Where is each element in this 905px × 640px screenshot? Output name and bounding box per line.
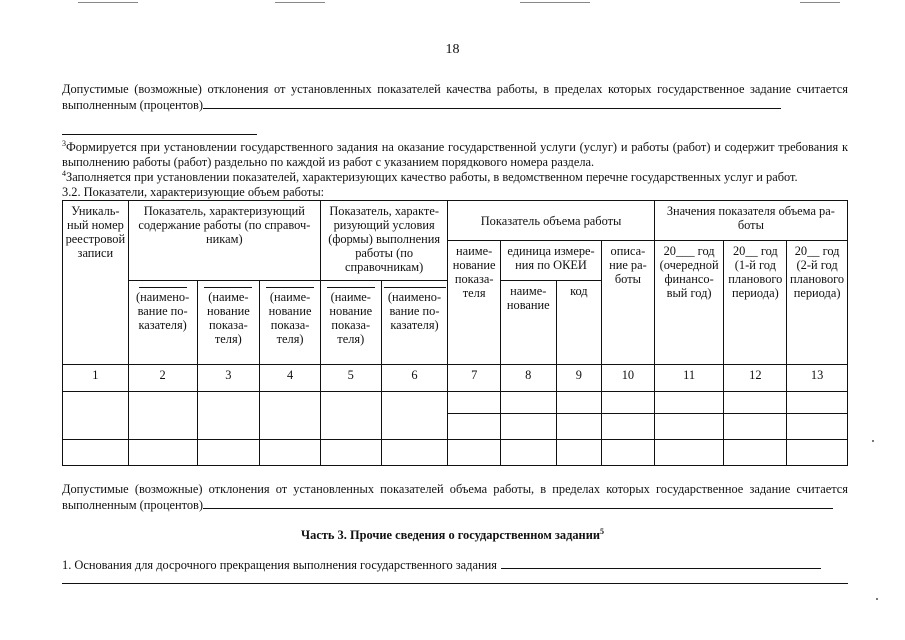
header-okei-name: наиме-нование (500, 281, 556, 365)
header-conditions-indicator: Показатель, характе-ризующий условия (формы) выполнения работы (по справочникам) (320, 201, 447, 281)
top-edge-marks (0, 0, 905, 6)
footnote-3 (62, 140, 848, 170)
quality-deviation-paragraph (62, 82, 848, 113)
col-number: 3 (197, 365, 260, 392)
footnote-4-mark: 4 (62, 168, 66, 178)
volume-indicators-table (62, 200, 848, 466)
header-year-plan-2: 20__ год (2-й год планового периода) (787, 241, 848, 365)
col-number: 7 (448, 365, 501, 392)
fill-line (203, 97, 781, 109)
part3-title-text: Часть 3. Прочие сведения о государственном задании (301, 528, 600, 542)
table-row (63, 392, 848, 414)
col-number: 5 (320, 365, 381, 392)
scan-speck (876, 598, 878, 600)
header-indicator-name: наиме-нование показа-теля (448, 241, 501, 365)
col-number: 1 (63, 365, 129, 392)
fill-line (203, 497, 833, 509)
volume-deviation-text: Допустимые (возможные) отклонения от установленных показателей объема работы, в пределах которых государственное задание считается выполненным (процентов) (62, 482, 848, 512)
subheader-col-2: (наимено-вание по-казателя) (128, 281, 197, 365)
scan-speck (872, 440, 874, 442)
footnote-3-text: Формируется при установлении государственного задания на оказание государственной услуги (услуг) и работы (работ) и содержит требования к выполнению работы (работ) раздельно по каждой из работ с указанием порядкового номера раздела. (62, 140, 848, 169)
col-number: 9 (556, 365, 602, 392)
header-volume-indicator: Показатель объема работы (448, 201, 654, 241)
footnote-separator (62, 134, 257, 135)
page-number: 18 (445, 42, 460, 57)
col-number: 12 (724, 365, 787, 392)
column-number-row (63, 365, 848, 392)
early-termination-text: 1. Основания для досрочного прекращения выполнения государственного задания (62, 558, 497, 572)
footnote-3-mark: 3 (62, 138, 66, 148)
col-number: 11 (654, 365, 724, 392)
col-number: 10 (602, 365, 655, 392)
header-unit-okei: единица измере-ния по ОКЕИ (500, 241, 601, 281)
section-heading: 3.2. Показатели, характеризующие объем работы: (62, 185, 325, 199)
early-termination-paragraph (62, 557, 848, 573)
fill-line-full (62, 583, 848, 584)
part3-title (0, 528, 905, 543)
header-okei-code: код (556, 281, 602, 365)
header-content-indicator: Показатель, характеризующий содержание работы (по справоч-никам) (128, 201, 320, 281)
fill-line (501, 557, 821, 569)
header-volume-values: Значения показателя объема ра-боты (654, 201, 847, 241)
quality-deviation-text: Допустимые (возможные) отклонения от установленных показателей качества работы, в пределах которых государственное задание считается выполненным (процентов) (62, 82, 848, 112)
subheader-col-5: (наиме-нование показа-теля) (320, 281, 381, 365)
footnote-4-text: Заполняется при установлении показателей, характеризующих качество работы, в ведомственном перечне государственных услуг и работ. (66, 170, 798, 184)
col-number: 13 (787, 365, 848, 392)
header-work-description: описа-ние ра-боты (602, 241, 655, 365)
header-unique-number: Уникаль-ный номер реестровой записи (63, 201, 129, 365)
header-year-current: 20___ год (очередной финансо-вый год) (654, 241, 724, 365)
part3-footnote-mark: 5 (599, 526, 604, 536)
col-number: 8 (500, 365, 556, 392)
volume-deviation-paragraph (62, 482, 848, 513)
subheader-col-6: (наимено-вание по-казателя) (381, 281, 448, 365)
col-number: 2 (128, 365, 197, 392)
header-year-plan-1: 20__ год (1-й год планового периода) (724, 241, 787, 365)
col-number: 4 (260, 365, 321, 392)
table-row (63, 440, 848, 466)
subheader-col-4: (наиме-нование показа-теля) (260, 281, 321, 365)
subheader-col-3: (наиме-нование показа-теля) (197, 281, 260, 365)
footnote-4 (62, 170, 848, 185)
col-number: 6 (381, 365, 448, 392)
